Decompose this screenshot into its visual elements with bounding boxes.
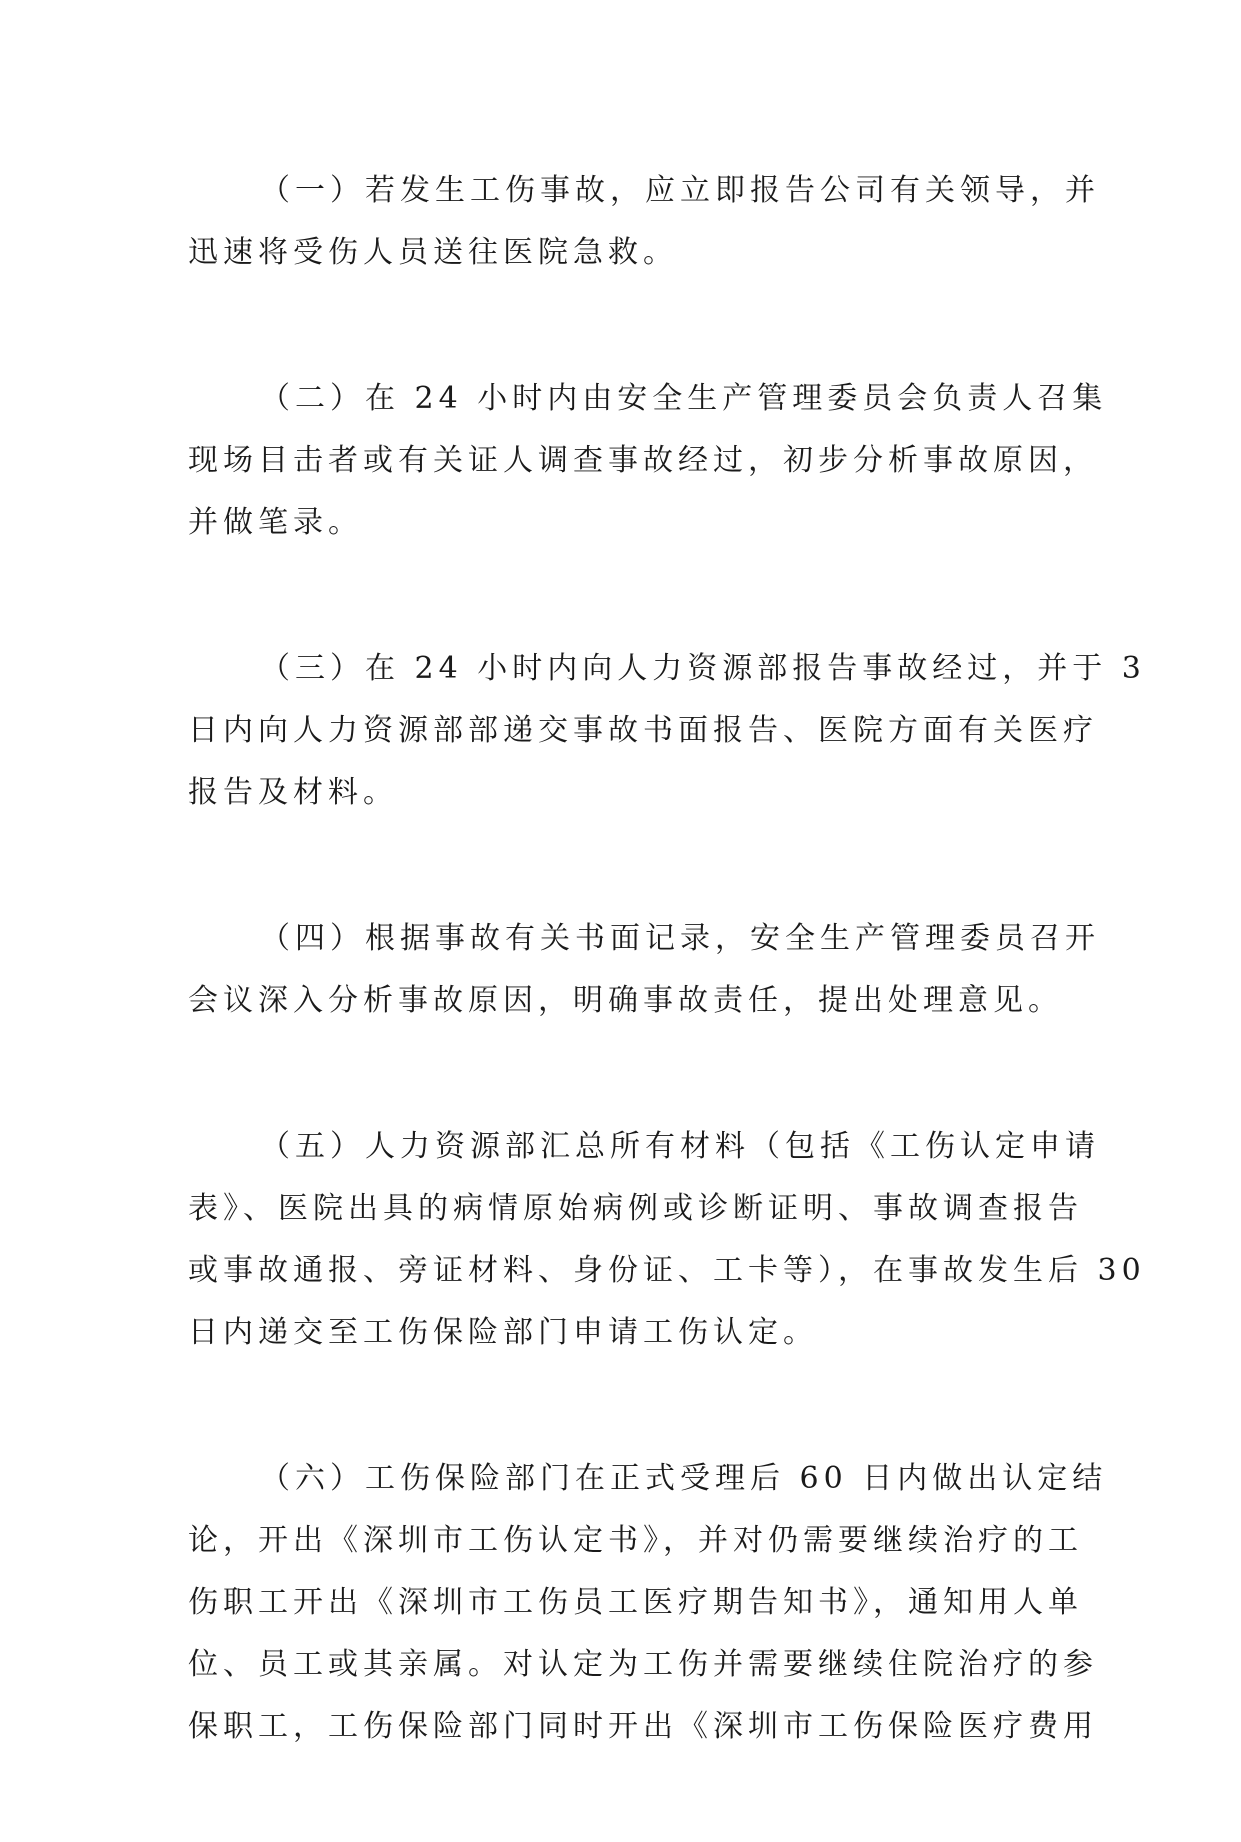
paragraph-3 — [188, 638, 1146, 824]
paragraph-line: 论，开出《深圳市工伤认定书》，并对仍需要继续治疗的工 — [188, 1523, 1083, 1558]
paragraph-line: （二）在 24 小时内由安全生产管理委员会负责人召集 — [260, 381, 1108, 416]
paragraph-line: 伤职工开出《深圳市工伤员工医疗期告知书》，通知用人单 — [188, 1585, 1083, 1620]
paragraph-line: 日内向人力资源部部递交事故书面报告、医院方面有关医疗 — [188, 713, 1098, 748]
paragraph-line: （六）工伤保险部门在正式受理后 60 日内做出认定结 — [260, 1461, 1108, 1496]
paragraph-2 — [188, 368, 1108, 554]
paragraph-line: 迅速将受伤人员送往医院急救。 — [188, 235, 678, 270]
paragraph-4 — [188, 908, 1100, 1032]
paragraph-line: （五）人力资源部汇总所有材料（包括《工伤认定申请 — [260, 1129, 1100, 1164]
paragraph-5 — [188, 1116, 1146, 1364]
paragraph-line: （四）根据事故有关书面记录，安全生产管理委员召开 — [260, 921, 1100, 956]
paragraph-line: 报告及材料。 — [188, 775, 398, 810]
paragraph-line: 会议深入分析事故原因，明确事故责任，提出处理意见。 — [188, 983, 1063, 1018]
document-body — [188, 160, 1146, 1842]
paragraph-line: 日内递交至工伤保险部门申请工伤认定。 — [188, 1315, 818, 1350]
paragraph-line: （三）在 24 小时内向人力资源部报告事故经过，并于 3 — [260, 651, 1146, 686]
paragraph-line: （一）若发生工伤事故，应立即报告公司有关领导，并 — [260, 173, 1100, 208]
paragraph-line: 并做笔录。 — [188, 505, 363, 540]
paragraph-6 — [188, 1448, 1108, 1758]
paragraph-line: 现场目击者或有关证人调查事故经过，初步分析事故原因， — [188, 443, 1098, 478]
paragraph-line: 或事故通报、旁证材料、身份证、工卡等），在事故发生后 30 — [188, 1253, 1146, 1288]
paragraph-line: 表》、医院出具的病情原始病例或诊断证明、事故调查报告 — [188, 1191, 1083, 1226]
paragraph-line: 位、员工或其亲属。对认定为工伤并需要继续住院治疗的参 — [188, 1647, 1098, 1682]
paragraph-line: 保职工，工伤保险部门同时开出《深圳市工伤保险医疗费用 — [188, 1709, 1098, 1744]
paragraph-1 — [188, 160, 1100, 284]
